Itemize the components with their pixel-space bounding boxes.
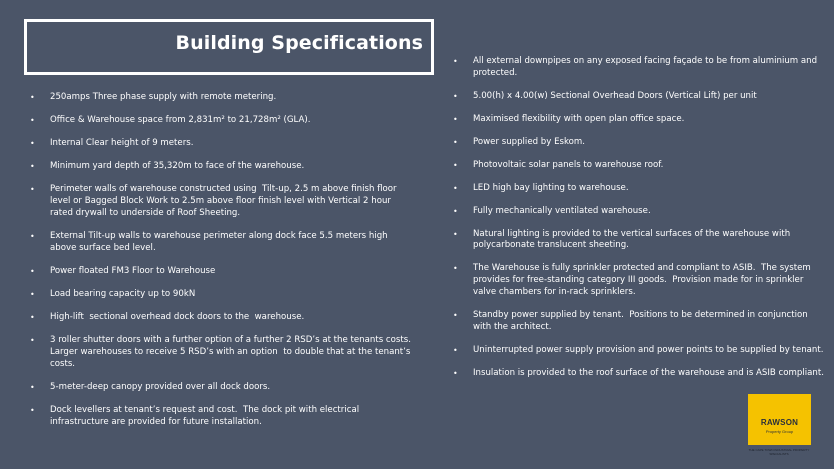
- bullet-item: • High-lift sectional overhead dock doors to the warehouse.: [30, 312, 414, 324]
- bullet-item: • All external downpipes on any exposed facing façade to be from aluminium and protected.: [453, 56, 825, 80]
- bullet-item: • 5.00(h) x 4.00(w) Sectional Overhead Doors (Vertical Lift) per unit: [453, 91, 825, 103]
- bullet-item: • The Warehouse is fully sprinkler protected and compliant to ASIB. The system provides for free-standing category III goods. Provision made for in sprinkler valve chambers for in-rack sprinklers.: [453, 263, 825, 298]
- bullet-item: • Office & Warehouse space from 2,831m² to 21,728m² (GLA).: [30, 115, 414, 127]
- rawson-logo: [748, 394, 811, 445]
- bullet-item: • Photovoltaic solar panels to warehouse roof.: [453, 160, 825, 172]
- title-box: [24, 19, 434, 75]
- bullet-item: • Natural lighting is provided to the vertical surfaces of the warehouse with polycarbonate translucent sheeting.: [453, 229, 825, 253]
- bullet-item: • Maximised flexibility with open plan office space.: [453, 114, 825, 126]
- bullet-item: • Fully mechanically ventilated warehouse.: [453, 206, 825, 218]
- left-bullet-list: [30, 92, 417, 440]
- logo-name: RAWSON: [760, 418, 799, 427]
- bullet-item: • External Tilt-up walls to warehouse perimeter along dock face 5.5 meters high above surface bed level.: [30, 231, 414, 255]
- bullet-item: • 250amps Three phase supply with remote metering.: [30, 92, 414, 104]
- logo-subtitle: Property Group: [765, 429, 794, 434]
- bullet-item: • Internal Clear height of 9 meters.: [30, 138, 414, 150]
- bullet-item: • Dock levellers at tenant’s request and cost. The dock pit with electrical infrastructure are provided for future installation.: [30, 405, 414, 429]
- bullet-item: • Power floated FM3 Floor to Warehouse: [30, 266, 414, 278]
- bullet-item: • Minimum yard depth of 35,320m to face of the warehouse.: [30, 161, 414, 173]
- logo-tagline: THE CAPE TOWN INDUSTRIAL PROPERTY SPECIALISTS: [748, 448, 810, 456]
- bullet-item: • Load bearing capacity up to 90kN: [30, 289, 414, 301]
- right-bullet-list: [453, 56, 825, 391]
- slide-title: Building Specifications: [175, 32, 423, 54]
- bullet-item: • Standby power supplied by tenant. Positions to be determined in conjunction with the architect.: [453, 310, 825, 334]
- bullet-item: • 5-meter-deep canopy provided over all dock doors.: [30, 382, 414, 394]
- bullet-item: • LED high bay lighting to warehouse.: [453, 183, 825, 195]
- bullet-item: • Insulation is provided to the roof surface of the warehouse and is ASIB compliant.: [453, 368, 825, 380]
- bullet-item: • Power supplied by Eskom.: [453, 137, 825, 149]
- bullet-item: • 3 roller shutter doors with a further option of a further 2 RSD’s at the tenants costs. Larger warehouses to receive 5 RSD’s with an option to double that at the tenant’s costs.: [30, 335, 414, 370]
- bullet-item: • Uninterrupted power supply provision and power points to be supplied by tenant.: [453, 345, 825, 357]
- bullet-item: • Perimeter walls of warehouse constructed using Tilt-up, 2.5 m above finish floor level or Bagged Block Work to 2.5m above floor finish level with Vertical 2 hour rated drywall to underside of Roof Sheeting.: [30, 184, 414, 219]
